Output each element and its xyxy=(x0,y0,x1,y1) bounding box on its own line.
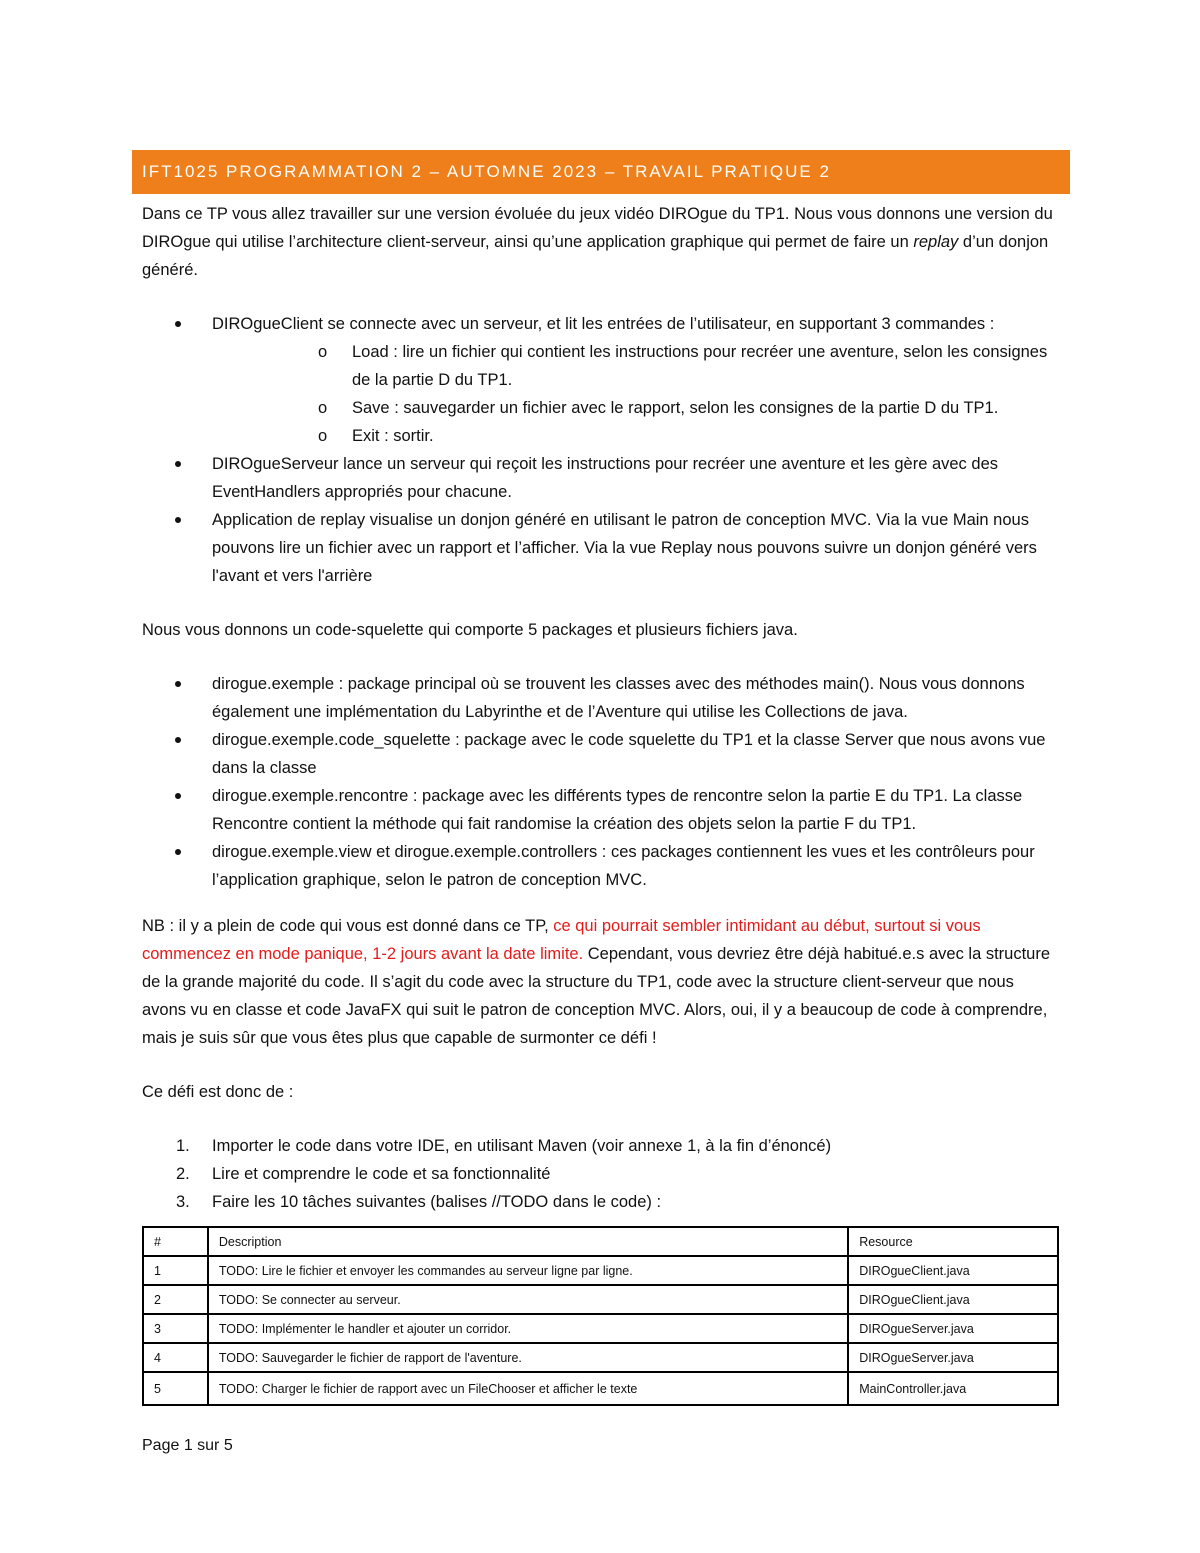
tasks-table xyxy=(142,1226,1059,1406)
packages-list xyxy=(142,670,1062,894)
intro-text-1: Dans ce TP vous allez travailler sur une version évoluée du jeux vidéo DIROgue du TP1. Nous vous donnons une version du DIROgue qui utilise l’architecture client-serveur, ainsi qu’une application graphique qui permet de faire un xyxy=(142,205,1053,251)
challenge-title: Ce défi est donc de : xyxy=(142,1083,294,1101)
list-item: Application de replay visualise un donjon généré en utilisant le patron de conception MVC. Via la vue Main nous pouvons lire un fichier avec un rapport et l’afficher. Via la vue Replay nous pouvons suivre un donjon généré vers l'avant et vers l'arrière xyxy=(142,506,1062,590)
table-row xyxy=(143,1256,1058,1285)
list-item: dirogue.exemple.code_squelette : package avec le code squelette du TP1 et la classe Server que nous avons vue dans la classe xyxy=(142,726,1062,782)
document-header xyxy=(132,150,1070,194)
column-header: Resource xyxy=(848,1227,1058,1256)
task-description: TODO: Charger le fichier de rapport avec un FileChooser et afficher le texte xyxy=(208,1372,848,1405)
table-row xyxy=(143,1343,1058,1372)
list-item: dirogue.exemple.rencontre : package avec les différents types de rencontre selon la partie E du TP1. La classe Rencontre contient la méthode qui fait randomise la création des objets selon la partie F du TP1. xyxy=(142,782,1062,838)
list-item: o Load : lire un fichier qui contient les instructions pour recréer une aventure, selon les consignes de la partie D du TP1. xyxy=(318,343,1048,389)
column-header: Description xyxy=(208,1227,848,1256)
task-description: TODO: Sauvegarder le fichier de rapport de l'aventure. xyxy=(208,1343,848,1372)
packages-intro: Nous vous donnons un code-squelette qui comporte 5 packages et plusieurs fichiers java. xyxy=(142,621,798,639)
table-header-row xyxy=(143,1227,1058,1256)
steps-list xyxy=(142,1132,1062,1216)
intro-paragraph xyxy=(142,200,1062,284)
task-number: 5 xyxy=(143,1372,208,1405)
task-number: 2 xyxy=(143,1285,208,1314)
note-highlight: ce qui pourrait sembler intimidant au début, surtout si vous commencez en mode panique, 1-2 jours avant la date limite. xyxy=(142,917,981,963)
task-number: 3 xyxy=(143,1314,208,1343)
list-item: 2. Lire et comprendre le code et sa fonctionnalité xyxy=(176,1165,551,1183)
table-row xyxy=(143,1372,1058,1405)
task-resource: DIROgueServer.java xyxy=(848,1314,1058,1343)
list-item: DIROgueClient se connecte avec un serveur, et lit les entrées de l’utilisateur, en supportant 3 commandes : o Load : lire un fichier qui contient les instructions pour recréer une aventure, selon les consignes de la partie D du TP1. o Save : sauvegarder un fichier avec le rapport, selon les consignes de la partie D du TP1. o Exit : sortir. xyxy=(142,310,1062,450)
document-title: IFT1025 PROGRAMMATION 2 – AUTOMNE 2023 – TRAVAIL PRATIQUE 2 xyxy=(142,162,831,181)
task-number: 1 xyxy=(143,1256,208,1285)
components-list xyxy=(142,310,1062,590)
intro-text-2: d’un donjon généré. xyxy=(142,233,1049,279)
list-item: o Save : sauvegarder un fichier avec le rapport, selon les consignes de la partie D du TP1. xyxy=(318,399,999,417)
task-description: TODO: Implémenter le handler et ajouter un corridor. xyxy=(208,1314,848,1343)
task-resource: DIROgueServer.java xyxy=(848,1343,1058,1372)
note-paragraph: NB : il y a plein de code qui vous est donné dans ce TP, ce qui pourrait sembler intimidant au début, surtout si vous commencez en mode panique, 1-2 jours avant la date limite. Cependant, vous devriez être déjà habitué.e.s avec la structure de la grande majorité du code. Il s’agit du code avec la structure du TP1, code avec la structure client-serveur que nous avons vu en classe et code JavaFX qui suit le patron de conception MVC. Alors, oui, il y a beaucoup de code à comprendre, mais je suis sûr que vous êtes plus que capable de surmonter ce défi ! xyxy=(142,917,1051,1047)
list-item: dirogue.exemple : package principal où se trouvent les classes avec des méthodes main(). Nous vous donnons également une implémentation du Labyrinthe et de l’Aventure qui utilise les Collections de java. xyxy=(142,670,1062,726)
commands-list xyxy=(212,338,1062,450)
page-number: Page 1 sur 5 xyxy=(142,1437,233,1454)
task-resource: DIROgueClient.java xyxy=(848,1256,1058,1285)
list-item: 1. Importer le code dans votre IDE, en utilisant Maven (voir annexe 1, à la fin d’énoncé) xyxy=(176,1137,832,1155)
document-body xyxy=(142,200,1062,1216)
column-header: # xyxy=(143,1227,208,1256)
task-resource: DIROgueClient.java xyxy=(848,1285,1058,1314)
list-item: dirogue.exemple.view et dirogue.exemple.controllers : ces packages contiennent les vues et les contrôleurs pour l’application graphique, selon le patron de conception MVC. xyxy=(142,838,1062,894)
list-item: o Exit : sortir. xyxy=(318,427,434,445)
intro-emphasis: replay xyxy=(913,233,959,251)
list-item: DIROgueServeur lance un serveur qui reçoit les instructions pour recréer une aventure et les gère avec des EventHandlers appropriés pour chacune. xyxy=(142,450,1062,506)
task-resource: MainController.java xyxy=(848,1372,1058,1405)
list-item: 3. Faire les 10 tâches suivantes (balises //TODO dans le code) : xyxy=(176,1193,662,1211)
table-row xyxy=(143,1285,1058,1314)
table-row xyxy=(143,1314,1058,1343)
task-description: TODO: Lire le fichier et envoyer les commandes au serveur ligne par ligne. xyxy=(208,1256,848,1285)
task-number: 4 xyxy=(143,1343,208,1372)
task-description: TODO: Se connecter au serveur. xyxy=(208,1285,848,1314)
